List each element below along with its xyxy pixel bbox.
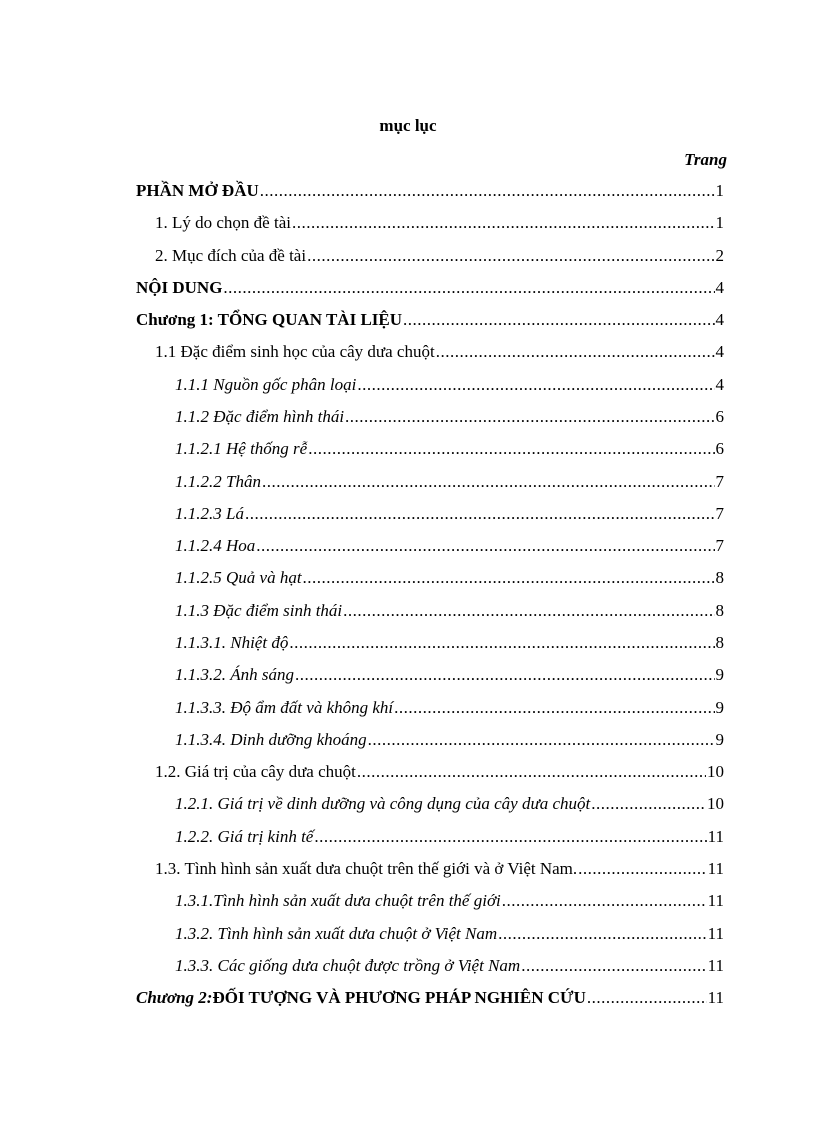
toc-entry-page: 7 <box>715 504 724 523</box>
toc-entry-page: 7 <box>715 536 724 555</box>
toc-entry-title: 1.1.3 Đặc điểm sinh thái <box>175 601 343 620</box>
toc-entry-page: 11 <box>707 924 724 943</box>
toc-entry-page: 4 <box>715 342 724 361</box>
toc-entry-page: 8 <box>715 633 724 652</box>
toc-entry-title: NỘI DUNG <box>136 278 223 297</box>
toc-entry-page: 6 <box>715 407 724 426</box>
toc-entry-page: 11 <box>707 956 724 975</box>
toc-entry[interactable] <box>175 566 724 590</box>
toc-entry-title: 1.1.2.5 Quả và hạt <box>175 568 302 587</box>
dot-leader <box>260 179 715 203</box>
toc-entry[interactable] <box>175 922 724 946</box>
toc-entry-title: Chương 1: TỔNG QUAN TÀI LIỆU <box>136 310 403 329</box>
toc-entry-page: 1 <box>715 213 724 232</box>
dot-leader <box>314 825 706 849</box>
dot-leader <box>289 631 714 655</box>
toc-entry-page: 9 <box>715 730 724 749</box>
toc-entry-title: 1.1.3.2. Ánh sáng <box>175 665 294 684</box>
dot-leader <box>345 405 714 429</box>
dot-leader <box>343 599 714 623</box>
toc-entry-page: 11 <box>707 827 724 846</box>
dot-leader <box>262 470 715 494</box>
toc-entry[interactable] <box>175 502 724 526</box>
toc-entry-page: 11 <box>707 988 724 1007</box>
toc-entry-page: 11 <box>707 859 724 878</box>
toc-entry[interactable] <box>175 599 724 623</box>
toc-entry-title: 1.1.2.1 Hệ thống rễ <box>175 439 308 458</box>
dot-leader <box>521 954 706 978</box>
toc-entry-page: 9 <box>715 665 724 684</box>
toc-entry-page: 7 <box>715 472 724 491</box>
toc-entry[interactable] <box>136 986 724 1010</box>
toc-entry[interactable] <box>136 179 724 203</box>
toc-entry-title: 1.1.3.1. Nhiệt độ <box>175 633 289 652</box>
toc-entry[interactable] <box>155 211 724 235</box>
toc-entry[interactable] <box>175 437 724 461</box>
dot-leader <box>578 857 706 881</box>
toc-entry-title: 1.3.1.Tình hình sản xuất dưa chuột trên thế giới <box>175 891 501 910</box>
toc-entry[interactable] <box>175 405 724 429</box>
toc-entry-title: 1.1.2.3 Lá <box>175 504 244 523</box>
toc-entry-title: 2. Mục đích của đề tài <box>155 246 307 265</box>
toc-entry-title: 1.1.2.4 Hoa <box>175 536 256 555</box>
dot-leader <box>502 889 707 913</box>
toc-entry-page: 1 <box>715 181 724 200</box>
toc-entry[interactable] <box>175 373 724 397</box>
dot-leader <box>256 534 714 558</box>
dot-leader <box>368 728 715 752</box>
dot-leader <box>591 792 706 816</box>
toc-entry[interactable] <box>155 760 724 784</box>
toc-entry-page: 11 <box>707 891 724 910</box>
toc-entry-page: 10 <box>707 762 724 781</box>
toc-entry[interactable] <box>175 631 724 655</box>
toc-entry-title: 1.1.2 Đặc điểm hình thái <box>175 407 345 426</box>
toc-entry-title: 1.3.3. Các giống dưa chuột được trồng ở Việt Nam <box>175 956 521 975</box>
toc-entry[interactable] <box>175 696 724 720</box>
toc-entry-title: 1.2.1. Giá trị về dinh dưỡng và công dụng của cây dưa chuột <box>175 794 591 813</box>
dot-leader <box>357 373 714 397</box>
dot-leader <box>403 308 714 332</box>
page-column-label: Trang <box>684 150 727 169</box>
toc-entry-title: 1.2. Giá trị của cây dưa chuột <box>155 762 356 781</box>
toc-entry-title: 1.1.2.2 Thân <box>175 472 261 491</box>
dot-leader <box>245 502 715 526</box>
toc-entry-title: 1.1 Đặc điểm sinh học của cây dưa chuột <box>155 342 435 361</box>
toc-entry[interactable] <box>175 663 724 687</box>
toc-entry-page: 8 <box>715 601 724 620</box>
toc-entry[interactable] <box>175 825 724 849</box>
toc-entry-page: 8 <box>715 568 724 587</box>
dot-leader <box>295 663 715 687</box>
toc-entry[interactable] <box>175 470 724 494</box>
toc-entry-title: 1.3.2. Tình hình sản xuất dưa chuột ở Việt Nam <box>175 924 498 943</box>
toc-entry-page: 6 <box>715 439 724 458</box>
dot-leader <box>303 566 715 590</box>
toc-heading: mục lục <box>379 116 437 135</box>
dot-leader <box>587 986 707 1010</box>
toc-entry[interactable] <box>136 308 724 332</box>
toc-entry-title: PHẦN MỞ ĐẦU <box>136 181 259 200</box>
toc-entry-title: 1. Lý do chọn đề tài <box>155 213 291 232</box>
dot-leader <box>394 696 714 720</box>
toc-entry-page: 2 <box>715 246 724 265</box>
toc-entry[interactable] <box>175 954 724 978</box>
toc-entry-page: 4 <box>715 278 724 297</box>
toc-entry-page: 4 <box>715 310 724 329</box>
dot-leader <box>223 276 714 300</box>
toc-entry-page: 4 <box>715 375 724 394</box>
dot-leader <box>436 340 715 364</box>
toc-entry-title: ĐỐI TƯỢNG VÀ PHƯƠNG PHÁP NGHIÊN CỨU <box>212 988 586 1007</box>
toc-entry[interactable] <box>175 889 724 913</box>
toc-entry[interactable] <box>175 728 724 752</box>
toc-entry-title: 1.2.2. Giá trị kinh tế <box>175 827 314 846</box>
toc-entry-prefix: Chương 2: <box>136 988 213 1007</box>
dot-leader <box>498 922 706 946</box>
toc-entry-page: 9 <box>715 698 724 717</box>
toc-entry[interactable] <box>175 534 724 558</box>
toc-entry-title: 1.3. Tình hình sản xuất dưa chuột trên thế giới và ở Việt Nam. <box>155 859 578 878</box>
toc-entry[interactable] <box>155 857 724 881</box>
dot-leader <box>308 437 714 461</box>
toc-entry-title: 1.1.1 Nguồn gốc phân loại <box>175 375 357 394</box>
toc-entry[interactable] <box>136 276 724 300</box>
toc-entry-page: 10 <box>707 794 724 813</box>
dot-leader <box>357 760 706 784</box>
toc-entry[interactable] <box>175 792 724 816</box>
toc-entry[interactable] <box>155 244 724 268</box>
toc-entry-title: 1.1.3.4. Dinh dưỡng khoáng <box>175 730 367 749</box>
toc-entry[interactable] <box>155 340 724 364</box>
dot-leader <box>307 244 714 268</box>
dot-leader <box>292 211 715 235</box>
toc-entry-title: 1.1.3.3. Độ ẩm đất và không khí <box>175 698 394 717</box>
